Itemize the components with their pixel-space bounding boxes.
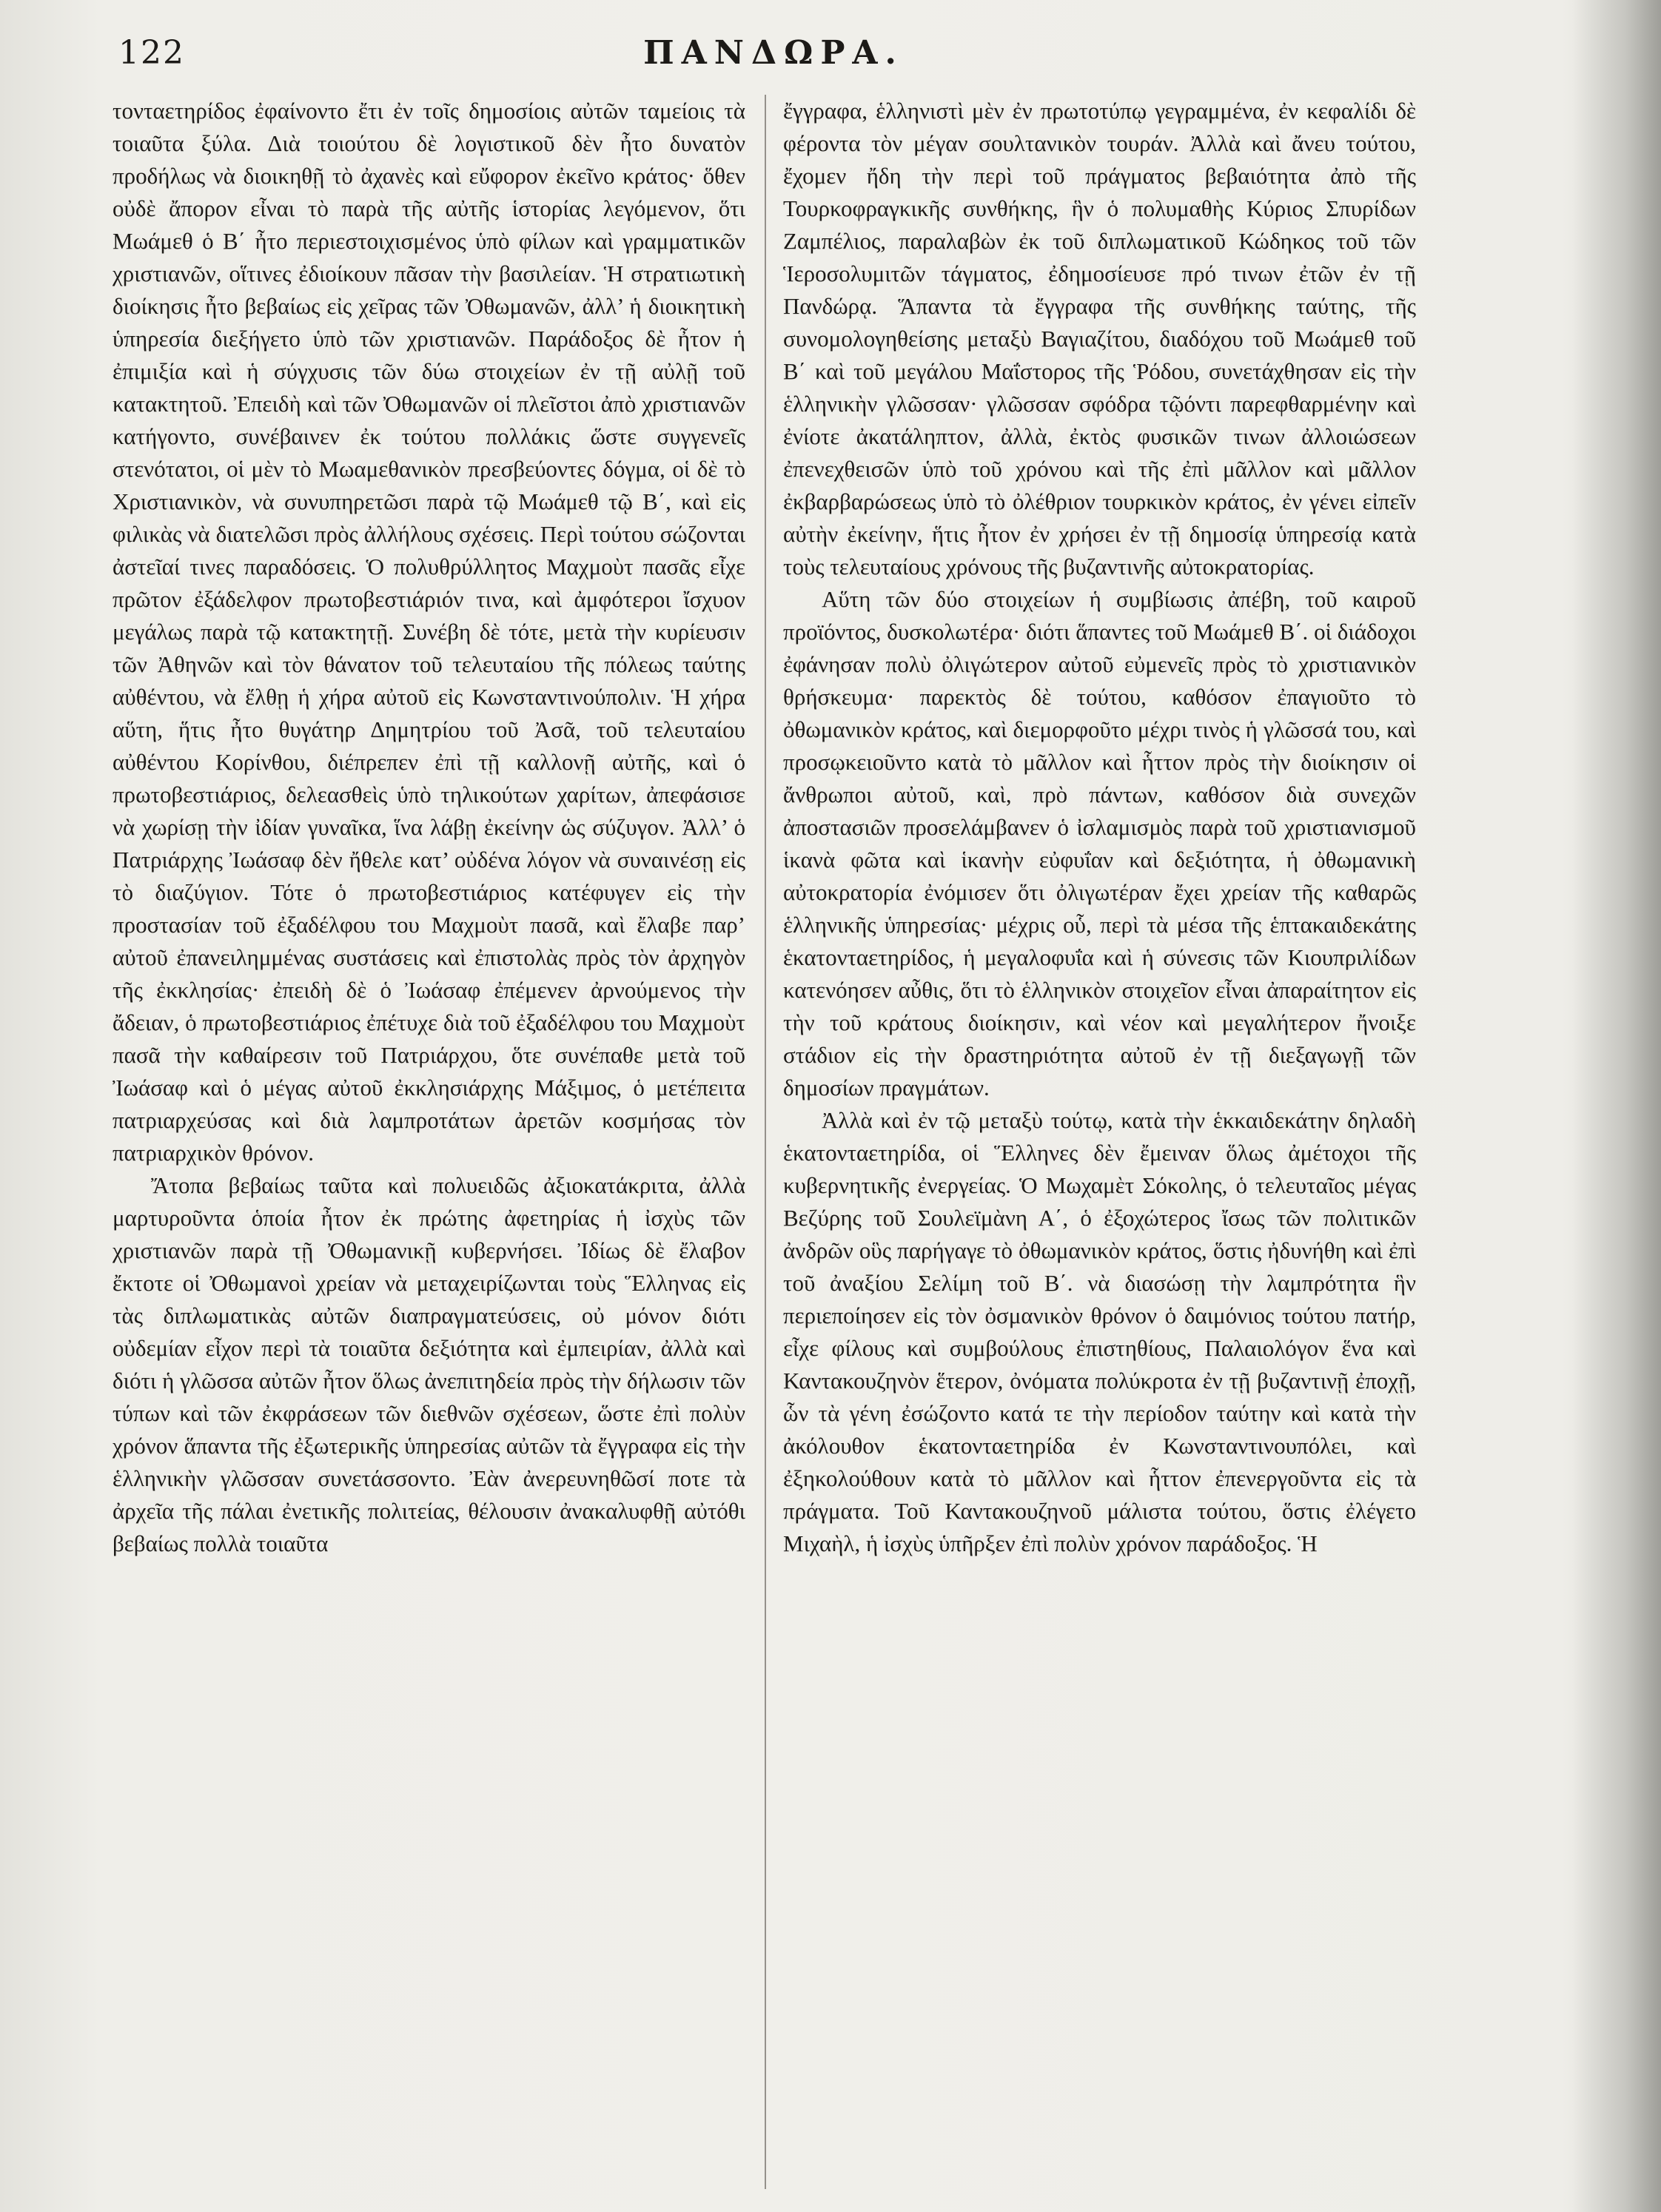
paragraph: ἔγγραφα, ἑλληνιστὶ μὲν ἐν πρωτοτύπῳ γεγραμμένα, ἐν κεφαλίδι δὲ φέροντα τὸν μέγαν σουλτανικὸν τουράν. Ἀλλὰ καὶ ἄνευ τούτου, ἔχομεν ἤδη τὴν περὶ τοῦ πράγματος βεβαιότητα ἀπὸ τῆς Τουρκοφραγκικῆς συνθήκης, ἣν ὁ πολυμαθὴς Κύριος Σπυρίδων Ζαμπέλιος, παραλαβὼν ἐκ τοῦ διπλωματικοῦ Κώδηκος τοῦ τῶν Ἱεροσολυμιτῶν τάγματος, ἐδημοσίευσε πρό τινων ἐτῶν ἐν τῇ Πανδώρᾳ. Ἅπαντα τὰ ἔγγραφα τῆς συνθήκης ταύτης, τῆς συνομολογηθείσης μεταξὺ Βαγιαζίτου, διαδόχου τοῦ Μωάμεθ τοῦ Β΄ καὶ τοῦ μεγάλου Μαΐστορος τῆς Ῥόδου, συνετάχθησαν εἰς τὴν ἑλληνικὴν γλῶσσαν· γλῶσσαν σφόδρα τῷόντι παρεφθαρμένην καὶ ἐνίοτε ἀκατάληπτον, ἀλλὰ, ἐκτὸς φυσικῶν τινων ἀλλοιώσεων ἐπενεχθεισῶν ὑπὸ τοῦ χρόνου καὶ τῆς ἐπὶ μᾶλλον καὶ μᾶλλον ἐκβαρβαρώσεως ὑπὸ τὸ ὀλέθριον τουρκικὸν κράτος, ἐν γένει εἰπεῖν αὐτὴν ἐκείνην, ἥτις ἦτον ἐν χρήσει ἐν τῇ δημοσίᾳ ὑπηρεσίᾳ κατὰ τοὺς τελευταίους χρόνους τῆς βυζαντινῆς αὐτοκρατορίας. <box>783 98 1416 579</box>
page-shadow-edge <box>1572 0 1661 2212</box>
running-title: ΠΑΝΔΩΡΑ. <box>643 34 904 72</box>
paragraph: τονταετηρίδος ἐφαίνοντο ἔτι ἐν τοῖς δημοσίοις αὐτῶν ταμείοις τὰ τοιαῦτα ξύλα. Διὰ τοιούτου δὲ λογιστικοῦ δὲν ἦτο δυνατὸν προδήλως νὰ διοικηθῇ τὸ ἀχανὲς καὶ εὔφορον ἐκεῖνο κράτος· ὅθεν οὐδὲ ἄπορον εἶναι τὸ παρὰ τῆς αὐτῆς ἱστορίας λεγόμενον, ὅτι Μωάμεθ ὁ Β΄ ἦτο περιεστοιχισμένος ὑπὸ φίλων καὶ γραμματικῶν χριστιανῶν, οἵτινες ἐδιοίκουν πᾶσαν τὴν βασιλείαν. Ἡ στρατιωτικὴ διοίκησις ἦτο βεβαίως εἰς χεῖρας τῶν Ὀθωμανῶν, ἀλλ’ ἡ διοικητικὴ ὑπηρεσία διεξήγετο ὑπὸ τῶν χριστιανῶν. Παράδοξος δὲ ἦτον ἡ ἐπιμιξία καὶ ἡ σύγχυσις τῶν δύω στοιχείων ἐν τῇ αὐλῇ τοῦ κατακτητοῦ. Ἐπειδὴ καὶ τῶν Ὀθωμανῶν οἱ πλεῖστοι ἀπὸ χριστιανῶν κατήγοντο, συνέβαινεν ἐκ τούτου πολλάκις ὥστε συγγενεῖς στενότατοι, οἱ μὲν τὸ Μωαμεθανικὸν πρεσβεύοντες δόγμα, οἱ δὲ τὸ Χριστιανικὸν, νὰ συνυπηρετῶσι παρὰ τῷ Μωάμεθ τῷ Β΄, καὶ εἰς φιλικὰς νὰ διατελῶσι πρὸς ἀλλήλους σχέσεις. Περὶ τούτου σώζονται ἀστεῖαί τινες παραδόσεις. Ὁ πολυθρύλλητος Μαχμοὺτ πασᾶς εἶχε πρῶτον ἐξάδελφον πρωτοβεστιάριόν τινα, καὶ ἀμφότεροι ἴσχυον μεγάλως παρὰ τῷ κατακτητῇ. Συνέβη δὲ τότε, μετὰ τὴν κυρίευσιν τῶν Ἀθηνῶν καὶ τὸν θάνατον τοῦ τελευταίου τῆς πόλεως ταύτης αὐθέντου, νὰ ἔλθῃ ἡ χήρα αὐτοῦ εἰς Κωνσταντινούπολιν. Ἡ χήρα αὕτη, ἥτις ἦτο θυγάτηρ Δημητρίου τοῦ Ἀσᾶ, τοῦ τελευταίου αὐθέντου Κορίνθου, διέπρεπεν ἐπὶ τῇ καλλονῇ αὐτῆς, καὶ ὁ πρωτοβεστιάριος, δελεασθεὶς ὑπὸ τηλικούτων χαρίτων, ἀπεφάσισε νὰ χωρίσῃ τὴν ἰδίαν γυναῖκα, ἵνα λάβῃ ἐκείνην ὡς σύζυγον. Ἀλλ’ ὁ Πατριάρχης Ἰωάσαφ δὲν ἤθελε κατ’ οὐδένα λόγον νὰ συναινέσῃ εἰς τὸ διαζύγιον. Τότε ὁ πρωτοβεστιάριος κατέφυγεν εἰς τὴν προστασίαν τοῦ ἐξαδέλφου του Μαχμοὺτ πασᾶ, καὶ ἔλαβε παρ’ αὐτοῦ ἐπανειλημμένας συστάσεις καὶ ἐπιστολὰς πρὸς τὸν ἀρχηγὸν τῆς ἐκκλησίας· ἐπειδὴ δὲ ὁ Ἰωάσαφ ἐπέμενεν ἀρνούμενος τὴν ἄδειαν, ὁ πρωτοβεστιάριος ἐπέτυχε διὰ τοῦ ἐξαδέλφου του Μαχμοὺτ πασᾶ τὴν καθαίρεσιν τοῦ Πατριάρχου, ὅτε συνέπαθε μετὰ τοῦ Ἰωάσαφ καὶ ὁ μέγας αὐτοῦ ἐκκλησιάρχης Μάξιμος, ὁ μετέπειτα πατριαρχεύσας καὶ διὰ λαμπροτάτων ἀρετῶν κοσμήσας τὸν πατριαρχικὸν θρόνον. <box>113 98 745 1166</box>
column-divider <box>765 95 766 2189</box>
paragraph: Αὕτη τῶν δύο στοιχείων ἡ συμβίωσις ἀπέβη, τοῦ καιροῦ προϊόντος, δυσκολωτέρα· διότι ἅπαντες τοῦ Μωάμεθ Β΄. οἱ διάδοχοι ἐφάνησαν πολὺ ὀλιγώτερον αὐτοῦ εὐμενεῖς πρὸς τὸ χριστιανικὸν θρήσκευμα· παρεκτὸς δὲ τούτου, καθόσον ἐπαγιοῦτο τὸ ὀθωμανικὸν κράτος, καὶ διεμορφοῦτο μέχρι τινὸς ἡ γλῶσσά του, καὶ προσῳκειοῦντο κατὰ τὸ μᾶλλον καὶ ἧττον πρὸς τὴν διοίκησιν οἱ ἄνθρωποι αὐτοῦ, καὶ, πρὸ πάντων, καθόσον διὰ συνεχῶν ἀποστασιῶν προσελάμβανεν ὁ ἰσλαμισμὸς παρὰ τοῦ χριστιανισμοῦ ἱκανὰ φῶτα καὶ ἱκανὴν εὐφυΐαν καὶ δεξιότητα, ἡ ὀθωμανικὴ αὐτοκρατορία ἐνόμισεν ὅτι ὀλιγωτέραν ἔχει χρείαν τῆς καθαρῶς ἑλληνικῆς ὑπηρεσίας· μέχρις οὗ, περὶ τὰ μέσα τῆς ἑπτακαιδεκάτης ἑκατονταετηρίδος, ἡ μεγαλοφυΐα καὶ ἡ σύνεσις τῶν Κιουπριλίδων κατενόησεν αὖθις, ὅτι τὸ ἑλληνικὸν στοιχεῖον εἶναι ἀπαραίτητον εἰς τὴν τοῦ κράτους διοίκησιν, καὶ νέον καὶ μεγαλήτερον ἤνοιξε στάδιον εἰς τὴν δραστηριότητα αὐτοῦ ἐν τῇ διεξαγωγῇ τῶν δημοσίων πραγμάτων. <box>783 586 1416 1100</box>
left-column <box>113 95 745 1560</box>
paragraph: Ἄτοπα βεβαίως ταῦτα καὶ πολυειδῶς ἀξιοκατάκριτα, ἀλλὰ μαρτυροῦντα ὁποία ἦτον ἐκ πρώτης ἀφετηρίας ἡ ἰσχὺς τῶν χριστιανῶν παρὰ τῇ Ὀθωμανικῇ κυβερνήσει. Ἰδίως δὲ ἔλαβον ἔκτοτε οἱ Ὀθωμανοὶ χρείαν νὰ μεταχειρίζωνται τοὺς Ἕλληνας εἰς τὰς διπλωματικὰς αὐτῶν διαπραγματεύσεις, οὐ μόνον διότι οὐδεμίαν εἶχον περὶ τὰ τοιαῦτα δεξιότητα καὶ ἐμπειρίαν, ἀλλὰ καὶ διότι ἡ γλῶσσα αὐτῶν ἦτον ὅλως ἀνεπιτηδεία πρὸς τὴν δήλωσιν τῶν τύπων καὶ τῶν ἐκφράσεων τῶν διεθνῶν σχέσεων, ὥστε ἐπὶ πολὺν χρόνον ἅπαντα τῆς ἐξωτερικῆς ὑπηρεσίας αὐτῶν τὰ ἔγγραφα εἰς τὴν ἑλληνικὴν γλῶσσαν συνετάσσοντο. Ἐὰν ἀνερευνηθῶσί ποτε τὰ ἀρχεῖα τῆς πάλαι ἐνετικῆς πολιτείας, θέλουσιν ἀνακαλυφθῇ αὐτόθι βεβαίως πολλὰ τοιαῦτα <box>113 1172 745 1556</box>
right-column <box>783 95 1416 1560</box>
page-header <box>118 34 1429 86</box>
page-number: 122 <box>118 34 185 72</box>
paragraph: Ἀλλὰ καὶ ἐν τῷ μεταξὺ τούτῳ, κατὰ τὴν ἑκκαιδεκάτην δηλαδὴ ἑκατονταετηρίδα, οἱ Ἕλληνες δὲν ἔμειναν ὅλως ἀμέτοχοι τῆς κυβερνητικῆς ἐνεργείας. Ὁ Μωχαμὲτ Σόκολης, ὁ τελευταῖος μέγας Βεζύρης τοῦ Σουλεϊμὰνη Α΄, ὁ ἐξοχώτερος ἴσως τῶν πολιτικῶν ἀνδρῶν οὓς παρήγαγε τὸ ὀθωμανικὸν κράτος, ὅστις ἠδυνήθη καὶ ἐπὶ τοῦ ἀναξίου Σελίμη τοῦ Β΄. νὰ διασώσῃ τὴν λαμπρότητα ἣν περιεποίησεν εἰς τὸν ὀσμανικὸν θρόνον ὁ δαιμόνιος τούτου πατήρ, εἶχε φίλους καὶ συμβούλους ἐπιστηθίους, Παλαιολόγον ἕνα καὶ Καντακουζηνὸν ἕτερον, ὀνόματα πολύκροτα ἐν τῇ βυζαντινῇ ἐποχῇ, ὧν τὰ γένη ἐσώζοντο κατά τε τὴν περίοδον ταύτην καὶ κατὰ τὴν ἀκόλουθον ἑκατονταετηρίδα ἐν Κωνσταντινουπόλει, καὶ ἐξηκολούθουν κατὰ τὸ μᾶλλον καὶ ἧττον ἐπενεργοῦντα εἰς τὰ πράγματα. Τοῦ Καντακουζηνοῦ μάλιστα τούτου, ὅστις ἐλέγετο Μιχαὴλ, ἡ ἰσχὺς ὑπῆρξεν ἐπὶ πολὺν χρόνον παράδοξος. Ἡ <box>783 1107 1416 1556</box>
